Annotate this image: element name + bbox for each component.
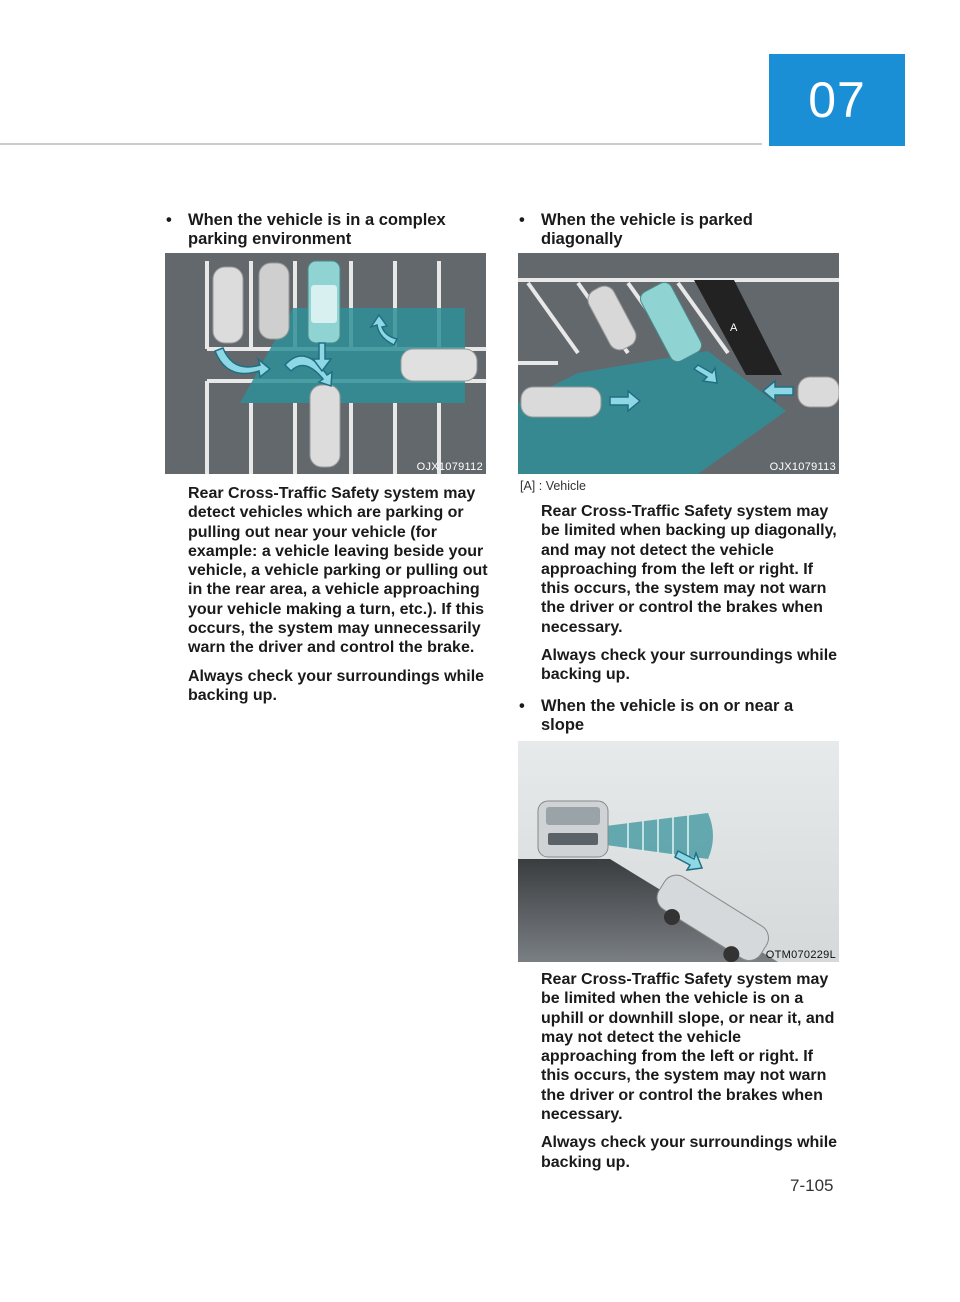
diagonal-parking-illustration <box>518 253 839 474</box>
paragraph: Always check your surroundings while backing up. <box>188 667 485 704</box>
parking-lot-illustration <box>165 253 486 474</box>
bullet-heading-text: When the vehicle is parked diagonally <box>541 211 753 248</box>
bullet-heading-slope <box>519 697 811 735</box>
figure-code: OJX1079113 <box>769 461 836 473</box>
figure-slope <box>518 741 839 962</box>
bullet-heading-complex-parking <box>166 211 468 249</box>
page-number: 7-105 <box>790 1176 834 1195</box>
slope-illustration <box>518 741 839 962</box>
paragraph: Always check your surroundings while backing up. <box>541 1134 838 1171</box>
right-body-text-1 <box>541 502 841 694</box>
figure-code: OTM070229L <box>765 949 836 961</box>
bullet-dot: • <box>166 211 172 229</box>
paragraph: Rear Cross-Traffic Safety system may detect vehicles which are parking or pulling out near your vehicle (for example: a vehicle leaving beside your vehicle, a vehicle parking or pulling out in the rear area, a vehicle approaching your vehicle making a turn, etc.). If this occurs, the system may unnecessarily warn the driver and control the brake. <box>188 485 488 657</box>
bullet-heading-text: When the vehicle is on or near a slope <box>541 697 794 734</box>
left-body-text <box>188 484 488 714</box>
paragraph: Rear Cross-Traffic Safety system may be limited when the vehicle is on a uphill or downhill slope, or near it, and may not detect the vehicle approaching from the left or right. If this occurs, the system may not warn the driver or control the brakes when necessary. <box>541 971 835 1124</box>
chapter-tab: 07 <box>769 54 905 146</box>
bullet-dot: • <box>519 697 525 715</box>
paragraph: Rear Cross-Traffic Safety system may be limited when backing up diagonally, and may not detect the vehicle approaching from the left or right. If this occurs, the system may not warn the driver or control the brakes when necessary. <box>541 503 837 636</box>
bullet-dot: • <box>519 211 525 229</box>
right-body-text-2 <box>541 970 841 1181</box>
header-rule <box>0 143 762 145</box>
bullet-heading-diagonal <box>519 211 801 249</box>
bullet-heading-text: When the vehicle is in a complex parking environment <box>188 211 446 248</box>
figure-code: OJX1079112 <box>416 461 483 473</box>
vehicle-label-a: A <box>730 322 738 334</box>
figure-caption: [A] : Vehicle <box>520 479 587 493</box>
figure-diagonal-parking <box>518 253 839 474</box>
paragraph: Always check your surroundings while backing up. <box>541 647 838 684</box>
figure-complex-parking <box>165 253 486 474</box>
